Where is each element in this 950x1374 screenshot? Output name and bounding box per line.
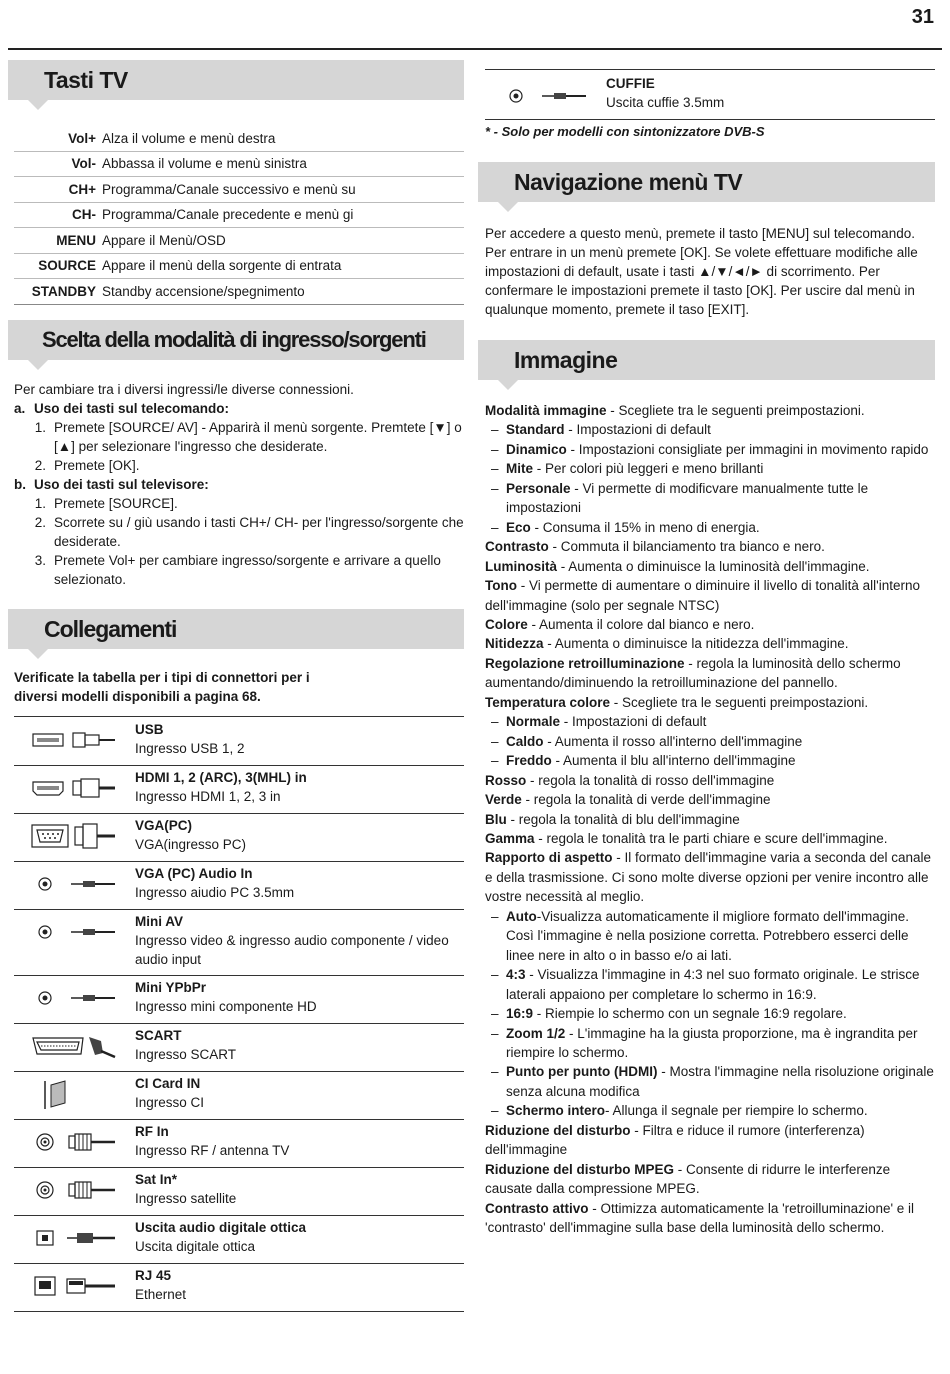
setting-term: Gamma xyxy=(485,830,535,846)
option-body xyxy=(506,965,937,1004)
option-body xyxy=(506,1062,937,1101)
setting-term: Normale xyxy=(506,714,561,730)
connectors-table xyxy=(14,716,464,1312)
connector-name: Mini YPbPr xyxy=(135,980,207,995)
list-marker: b. xyxy=(14,477,26,492)
list-item xyxy=(24,494,464,513)
setting-entry xyxy=(485,537,937,556)
setting-term: Contrasto attivo xyxy=(485,1200,589,1216)
footnote: * - Solo per modelli con sintonizzatore DVB-S xyxy=(485,124,765,139)
connectors-intro: Verificate la tabella per i tipi di connettori per i diversi modelli disponibili a pagina 68. xyxy=(14,670,310,704)
sub-option xyxy=(485,712,937,731)
connector-text xyxy=(135,912,464,969)
setting-desc: - Aumenta il blu all'interno dell'immagine xyxy=(551,753,796,769)
picture-settings-list xyxy=(485,401,937,1237)
setting-entry xyxy=(485,1160,937,1199)
sub-option xyxy=(485,440,937,459)
list-item xyxy=(24,551,464,589)
connector-text xyxy=(135,978,323,1016)
connector-name: VGA(PC) xyxy=(135,818,192,833)
connector-row xyxy=(14,976,464,1024)
key-name: Vol+ xyxy=(68,130,96,146)
section-header-navigazione xyxy=(478,162,935,202)
list-item xyxy=(24,513,464,551)
sub-option xyxy=(485,420,937,439)
sub-option xyxy=(485,1101,937,1120)
key-name: MENU xyxy=(56,232,96,248)
item-number: 1. xyxy=(34,496,46,511)
setting-term: Nitidezza xyxy=(485,636,544,652)
rf-icon xyxy=(14,1122,135,1162)
option-body xyxy=(506,732,802,751)
connector-text xyxy=(135,1266,192,1304)
key-row xyxy=(14,254,464,280)
setting-desc: - Impostazioni consigliate per immagini in movimento rapido xyxy=(566,441,929,457)
dash-marker: – xyxy=(491,1064,499,1080)
list-a xyxy=(14,418,464,475)
sub-option xyxy=(485,1062,937,1101)
setting-term: Eco xyxy=(506,519,531,535)
setting-desc: - regola la tonalità di verde dell'immagine xyxy=(521,792,771,808)
setting-term: Colore xyxy=(485,616,528,632)
key-row xyxy=(14,152,464,178)
setting-desc: -Visualizza automaticamente il migliore formato dell'immagine. Così l'immagine è nella posizione corretta. Potrebbero esserci delle linee nere in alto o in basso e/o ai lati. xyxy=(506,908,909,963)
setting-desc: - Aumenta o diminuisce la nitidezza dell'immagine. xyxy=(543,636,849,652)
setting-term: Contrasto xyxy=(485,539,549,555)
section-title: Scelta della modalità di ingresso/sorgenti xyxy=(42,327,426,352)
connector-name: CUFFIE xyxy=(606,76,655,91)
option-body xyxy=(506,440,928,459)
connector-desc: Ingresso HDMI 1, 2, 3 in xyxy=(135,789,281,804)
connector-row xyxy=(14,910,464,976)
jack-icon xyxy=(14,978,135,1018)
key-desc: Programma/Canale successivo e menù su xyxy=(102,181,356,197)
usb-icon xyxy=(14,720,135,760)
section-title: Navigazione menù TV xyxy=(514,169,743,195)
setting-term: Modalità immagine xyxy=(485,403,607,418)
setting-desc: - Vi permette di modificvare manualmente tutte le impostazioni xyxy=(506,480,869,516)
option-body xyxy=(506,518,760,537)
setting-term: Temperatura colore xyxy=(485,694,611,710)
top-rule xyxy=(8,48,942,50)
connector-desc: Ingresso satellite xyxy=(135,1191,237,1206)
key-row xyxy=(14,203,464,229)
option-body xyxy=(506,751,796,770)
list-item xyxy=(24,456,464,475)
sub-option xyxy=(485,907,937,965)
keys-table xyxy=(14,126,464,305)
sub-option xyxy=(485,751,937,770)
setting-term: 4:3 xyxy=(506,967,526,983)
dash-marker: – xyxy=(491,908,499,924)
connector-row xyxy=(14,862,464,910)
key-row xyxy=(14,228,464,254)
key-desc: Appare il menù della sorgente di entrata xyxy=(102,258,342,274)
connector-name: HDMI 1, 2 (ARC), 3(MHL) in xyxy=(135,770,307,785)
key-name: STANDBY xyxy=(31,283,96,299)
option-body xyxy=(506,1101,868,1120)
navigation-text: Per accedere a questo menù, premete il tasto [MENU] sul telecomando. Per entrare in un menù premete [OK]. Se volete effettuare modifiche alle impostazioni di default, usate i tasti ▲/▼/◄/► di scorrimento. Per confermare le impostazioni premete il tasto [OK]. Per uscire dal menù in qualunque momento, premete il taso [EXIT]. xyxy=(485,226,918,317)
connector-row-cuffie xyxy=(485,74,935,120)
setting-desc: - L'immagine ha la giusta proporzione, ma è ingrandita per riempire lo schermo. xyxy=(506,1025,918,1060)
jack-icon xyxy=(14,864,135,904)
sub-option xyxy=(485,1024,937,1063)
key-name: CH- xyxy=(72,207,96,223)
setting-desc: - Allunga il segnale per riempire lo schermo. xyxy=(605,1103,868,1119)
connector-text xyxy=(135,768,313,806)
setting-desc: - Consuma il 15% in meno di energia. xyxy=(530,519,760,535)
setting-desc: - regola le tonalità tra le parti chiare e scure dell'immagine. xyxy=(534,830,888,846)
setting-term: Auto xyxy=(506,908,537,924)
connector-desc: Uscita digitale ottica xyxy=(135,1239,256,1254)
setting-desc: - Filtra e riduce il rumore (interferenza) dell'immagine xyxy=(485,1122,865,1158)
option-body xyxy=(506,712,706,731)
setting-entry xyxy=(485,401,937,420)
setting-entry xyxy=(485,615,937,634)
setting-term: Punto per punto (HDMI) xyxy=(506,1064,658,1080)
setting-entry xyxy=(485,576,937,615)
vga-icon xyxy=(14,816,135,856)
key-row xyxy=(14,177,464,203)
setting-entry xyxy=(485,634,937,653)
connector-text xyxy=(135,816,252,854)
connector-row xyxy=(14,1120,464,1168)
setting-entry xyxy=(485,771,937,790)
setting-term: Personale xyxy=(506,480,571,496)
cuffie-top-rule xyxy=(485,69,935,70)
jack-icon xyxy=(14,912,135,952)
setting-desc: - Per colori più leggeri e meno brillanti xyxy=(533,461,764,477)
item-text: Premete [SOURCE]. xyxy=(54,496,178,511)
sub-option xyxy=(485,518,937,537)
connector-desc: VGA(ingresso PC) xyxy=(135,837,247,852)
connector-text xyxy=(135,1026,242,1064)
connector-row xyxy=(14,814,464,862)
item-number: 3. xyxy=(34,553,46,568)
setting-entry xyxy=(485,693,937,712)
section-header-tasti-tv xyxy=(8,60,464,100)
connector-text xyxy=(135,720,251,758)
setting-desc: - regola la tonalità di blu dell'immagine xyxy=(506,811,740,827)
connector-desc: Ingresso video & ingresso audio componente / video audio input xyxy=(135,933,449,967)
connector-row xyxy=(14,1216,464,1264)
key-row xyxy=(14,126,464,152)
table-top-rule xyxy=(14,716,464,717)
setting-desc: - Vi permette di aumentare o diminuire il livello di tonalità all'interno dell'immagine (solo per segnale NTSC) xyxy=(485,578,921,613)
setting-term: Standard xyxy=(506,422,565,438)
setting-term: Rapporto di aspetto xyxy=(485,850,613,866)
connector-desc: Ingresso USB 1, 2 xyxy=(135,741,245,756)
setting-desc: - Impostazioni di default xyxy=(560,714,707,730)
connector-row xyxy=(14,766,464,814)
list-heading-a xyxy=(14,399,464,418)
connector-text xyxy=(135,1074,210,1112)
setting-term: Blu xyxy=(485,811,507,827)
connector-row xyxy=(14,1072,464,1120)
item-text: Scorrete su / giù usando i tasti CH+/ CH- per l'ingresso/sorgente che desiderate. xyxy=(54,515,464,549)
intro-text: Per cambiare tra i diversi ingressi/le diverse connessioni. xyxy=(14,382,354,397)
connector-name: RJ 45 xyxy=(135,1268,172,1283)
setting-term: Tono xyxy=(485,578,517,594)
setting-desc: - Riempie lo schermo con un segnale 16:9 regolare. xyxy=(533,1006,847,1022)
list-item xyxy=(24,418,464,456)
key-desc: Alza il volume e menù destra xyxy=(102,130,276,146)
key-desc: Appare il Menù/OSD xyxy=(102,232,226,248)
rf-icon xyxy=(14,1170,135,1210)
item-number: 2. xyxy=(34,458,46,473)
setting-desc: - Visualizza l'immagine in 4:3 nel suo formato originale. Le strisce laterali appaiono per completare lo schermo in 16:9. xyxy=(506,967,920,1002)
connector-row xyxy=(14,1264,464,1312)
setting-term: Caldo xyxy=(506,733,544,749)
section-title: Collegamenti xyxy=(44,616,177,642)
connector-name: Sat In* xyxy=(135,1172,178,1187)
dash-marker: – xyxy=(491,1103,499,1119)
setting-term: Dinamico xyxy=(506,441,567,457)
setting-desc: - Commuta il bilanciamento tra bianco e nero. xyxy=(548,539,825,555)
ci-card-icon xyxy=(14,1074,135,1114)
rj45-icon xyxy=(14,1266,135,1306)
connector-text xyxy=(135,1218,312,1256)
section-header-immagine xyxy=(478,340,935,380)
setting-entry xyxy=(485,829,937,848)
page-number: 31 xyxy=(911,6,934,28)
setting-term: Freddo xyxy=(506,753,552,769)
setting-term: Schermo intero xyxy=(506,1103,606,1119)
connector-desc: Ingresso RF / antenna TV xyxy=(135,1143,290,1158)
dash-marker: – xyxy=(491,441,499,457)
source-selection-text xyxy=(14,380,464,589)
key-desc: Programma/Canale precedente e menù gi xyxy=(102,207,354,223)
sub-option xyxy=(485,732,937,751)
setting-term: Luminosità xyxy=(485,558,558,574)
connector-name: Uscita audio digitale ottica xyxy=(135,1220,307,1235)
key-row xyxy=(14,279,464,305)
key-desc: Abbassa il volume e menù sinistra xyxy=(102,156,307,172)
connector-desc: Ethernet xyxy=(135,1287,187,1302)
setting-desc: - Il formato dell'immagine varia a seconda del canale e della trasmissione. Ci sono molte diverse opzioni per venire incontro alle vostre necessità al meglio. xyxy=(485,850,931,905)
connector-name: SCART xyxy=(135,1028,182,1043)
jack-icon xyxy=(485,74,606,118)
connector-name: CI Card IN xyxy=(135,1076,201,1091)
dash-marker: – xyxy=(491,733,499,749)
dash-marker: – xyxy=(491,714,499,730)
dash-marker: – xyxy=(491,519,499,535)
dash-marker: – xyxy=(491,1025,499,1041)
setting-term: Riduzione del disturbo xyxy=(485,1122,631,1138)
setting-desc: - regola la luminosità dello schermo aumentando/diminuendo la retroilluminazione del pannello. xyxy=(485,655,901,691)
connector-desc: Ingresso mini componente HD xyxy=(135,999,317,1014)
setting-entry xyxy=(485,654,937,693)
item-text: Premete Vol+ per cambiare ingresso/sorgente e arrivare a quello selezionato. xyxy=(54,553,441,587)
setting-desc: - regola la tonalità di rosso dell'immagine xyxy=(526,772,775,788)
dash-marker: – xyxy=(491,1006,499,1022)
setting-term: Mite xyxy=(506,461,533,477)
setting-desc: - Scegliete tra le seguenti preimpostazioni. xyxy=(610,694,869,710)
dash-marker: – xyxy=(491,967,499,983)
connector-desc: Ingresso SCART xyxy=(135,1047,237,1062)
setting-entry xyxy=(485,1199,937,1238)
setting-entry xyxy=(485,810,937,829)
item-text: Premete [SOURCE/ AV] - Apparirà il menù sorgente. Premtete [▼] o [▲] per selezionare l'ingresso che desiderate. xyxy=(54,420,462,454)
optical-icon xyxy=(14,1218,135,1258)
connector-desc: Ingresso CI xyxy=(135,1095,205,1110)
section-header-collegamenti xyxy=(8,609,464,649)
setting-term: Riduzione del disturbo MPEG xyxy=(485,1161,674,1177)
setting-desc: - Aumenta il colore dal bianco e nero. xyxy=(527,616,755,632)
list-heading: Uso dei tasti sul televisore: xyxy=(34,477,209,492)
setting-desc: - Ottimizza automaticamente la 'retroilluminazione' e il 'contrasto' dell'immagine sulla base della luminosità dello schermo. xyxy=(485,1200,915,1236)
dash-marker: – xyxy=(491,480,499,496)
option-body xyxy=(506,907,937,965)
key-name: Vol- xyxy=(71,156,96,172)
connector-name: VGA (PC) Audio In xyxy=(135,866,253,881)
connector-text xyxy=(135,1122,295,1160)
list-b xyxy=(14,494,464,589)
sub-option xyxy=(485,1004,937,1023)
setting-desc: - Impostazioni di default xyxy=(564,422,711,438)
connector-name: RF In xyxy=(135,1124,169,1139)
connector-desc: Uscita cuffie 3.5mm xyxy=(606,95,725,110)
setting-entry xyxy=(485,790,937,809)
setting-desc: - Mostra l'immagine nella risoluzione originale senza alcuna modifica xyxy=(506,1064,934,1099)
section-header-scelta xyxy=(8,320,464,360)
sub-option xyxy=(485,479,937,518)
connector-name: USB xyxy=(135,722,164,737)
setting-term: Rosso xyxy=(485,772,527,788)
setting-term: 16:9 xyxy=(506,1006,534,1022)
item-number: 2. xyxy=(34,515,46,530)
setting-entry xyxy=(485,557,937,576)
setting-entry xyxy=(485,1121,937,1160)
scart-icon xyxy=(14,1026,135,1066)
connector-desc: Ingresso aiudio PC 3.5mm xyxy=(135,885,295,900)
connector-row xyxy=(14,1168,464,1216)
hdmi-icon xyxy=(14,768,135,808)
connector-text xyxy=(135,1170,242,1208)
setting-desc: - Aumenta o diminuisce la luminosità dell'immagine. xyxy=(557,558,870,574)
sub-option xyxy=(485,459,937,478)
list-heading: Uso dei tasti sul telecomando: xyxy=(34,401,230,416)
setting-term: Zoom 1/2 xyxy=(506,1025,566,1041)
item-number: 1. xyxy=(34,420,46,435)
option-body xyxy=(506,1024,937,1063)
key-desc: Standby accensione/spegnimento xyxy=(102,283,305,299)
section-title: Immagine xyxy=(514,347,618,373)
setting-desc: - Aumenta il rosso all'interno dell'immagine xyxy=(543,733,803,749)
dash-marker: – xyxy=(491,461,499,477)
option-body xyxy=(506,1004,847,1023)
dash-marker: – xyxy=(491,422,499,438)
key-name: CH+ xyxy=(68,181,96,197)
connector-row xyxy=(14,718,464,766)
setting-term: Verde xyxy=(485,792,522,808)
connector-text xyxy=(135,864,300,902)
connector-name: Mini AV xyxy=(135,914,183,929)
list-marker: a. xyxy=(14,401,26,416)
list-heading-b xyxy=(14,475,464,494)
connector-row xyxy=(14,1024,464,1072)
item-text: Premete [OK]. xyxy=(54,458,140,473)
setting-desc: - Consente di ridurre le interferenze causate dalla compressione MPEG. xyxy=(485,1161,891,1197)
key-name: SOURCE xyxy=(38,258,96,274)
option-body xyxy=(506,420,711,439)
sub-option xyxy=(485,965,937,1004)
option-body xyxy=(506,459,763,478)
section-title: Tasti TV xyxy=(44,67,128,93)
setting-term: Regolazione retroilluminazione xyxy=(485,655,685,671)
setting-entry xyxy=(485,848,937,906)
dash-marker: – xyxy=(491,753,499,769)
setting-desc: - Scegliete tra le seguenti preimpostazioni. xyxy=(606,403,865,418)
option-body xyxy=(506,479,937,518)
